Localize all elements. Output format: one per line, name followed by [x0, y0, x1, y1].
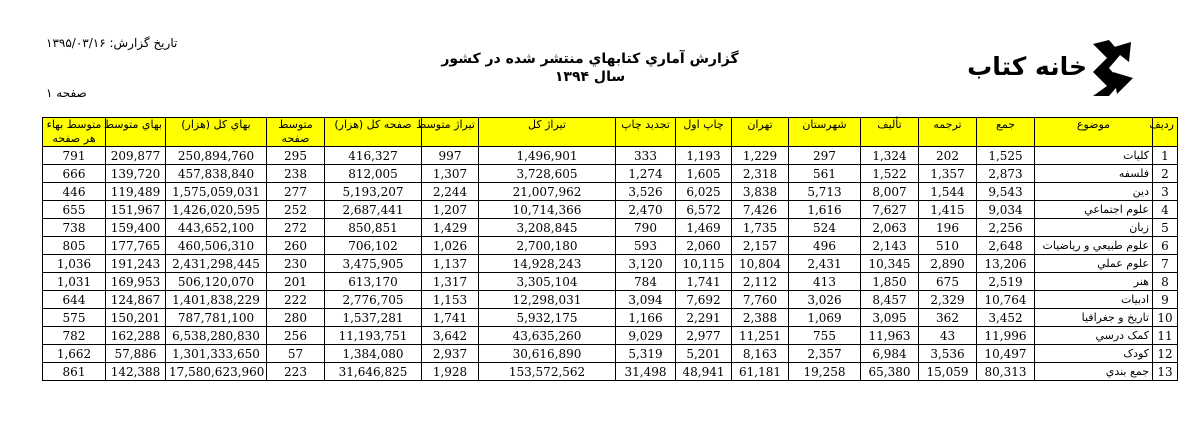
value-cell: 2,648 — [977, 237, 1035, 255]
value-cell: 1,193 — [676, 147, 732, 165]
value-cell: 11,996 — [977, 327, 1035, 345]
value-cell: 1,415 — [919, 201, 977, 219]
table-row — [43, 147, 1178, 165]
value-cell: 1,525 — [977, 147, 1035, 165]
value-cell: 11,963 — [861, 327, 919, 345]
value-cell: 861 — [43, 363, 106, 381]
value-cell: 1,741 — [422, 309, 479, 327]
value-cell: 496 — [789, 237, 861, 255]
subject-cell: تاريخ و جغرافيا — [1035, 309, 1153, 327]
value-cell: 805 — [43, 237, 106, 255]
row-number: 2 — [1153, 165, 1178, 183]
value-cell: 510 — [919, 237, 977, 255]
column-header: تهران — [732, 118, 789, 147]
value-cell: 3,475,905 — [325, 255, 422, 273]
value-cell: 3,452 — [977, 309, 1035, 327]
value-cell: 250,894,760 — [166, 147, 267, 165]
report-date: تاريخ گزارش: ۱۳۹۵/۰۳/۱۶ — [46, 36, 178, 50]
value-cell: 506,120,070 — [166, 273, 267, 291]
value-cell: 139,720 — [106, 165, 166, 183]
value-cell: 3,642 — [422, 327, 479, 345]
value-cell: 10,115 — [676, 255, 732, 273]
value-cell: 1,274 — [616, 165, 676, 183]
row-number: 4 — [1153, 201, 1178, 219]
value-cell: 1,317 — [422, 273, 479, 291]
value-cell: 295 — [267, 147, 325, 165]
column-header: ترجمه — [919, 118, 977, 147]
value-cell: 416,327 — [325, 147, 422, 165]
column-header: شهرستان — [789, 118, 861, 147]
value-cell: 31,646,825 — [325, 363, 422, 381]
value-cell: 277 — [267, 183, 325, 201]
value-cell: 8,163 — [732, 345, 789, 363]
value-cell: 202 — [919, 147, 977, 165]
value-cell: 1,324 — [861, 147, 919, 165]
value-cell: 2,318 — [732, 165, 789, 183]
value-cell: 1,537,281 — [325, 309, 422, 327]
value-cell: 1,605 — [676, 165, 732, 183]
value-cell: 2,063 — [861, 219, 919, 237]
value-cell: 850,851 — [325, 219, 422, 237]
value-cell: 457,838,840 — [166, 165, 267, 183]
value-cell: 2,112 — [732, 273, 789, 291]
value-cell: 5,713 — [789, 183, 861, 201]
value-cell: 2,060 — [676, 237, 732, 255]
report-title — [440, 50, 740, 86]
value-cell: 791 — [43, 147, 106, 165]
value-cell: 755 — [789, 327, 861, 345]
row-number: 7 — [1153, 255, 1178, 273]
value-cell: 524 — [789, 219, 861, 237]
value-cell: 3,838 — [732, 183, 789, 201]
subject-cell: علوم طبيعي و رياضيات — [1035, 237, 1153, 255]
value-cell: 1,496,901 — [479, 147, 616, 165]
value-cell: 14,928,243 — [479, 255, 616, 273]
row-number: 3 — [1153, 183, 1178, 201]
value-cell: 446 — [43, 183, 106, 201]
value-cell: 61,181 — [732, 363, 789, 381]
subject-cell: هنر — [1035, 273, 1153, 291]
value-cell: 2,329 — [919, 291, 977, 309]
table-row — [43, 219, 1178, 237]
value-cell: 787,781,100 — [166, 309, 267, 327]
value-cell: 252 — [267, 201, 325, 219]
value-cell: 1,036 — [43, 255, 106, 273]
value-cell: 2,431 — [789, 255, 861, 273]
value-cell: 362 — [919, 309, 977, 327]
value-cell: 1,741 — [676, 273, 732, 291]
value-cell: 613,170 — [325, 273, 422, 291]
value-cell: 57 — [267, 345, 325, 363]
value-cell: 297 — [789, 147, 861, 165]
table-row — [43, 291, 1178, 309]
value-cell: 1,153 — [422, 291, 479, 309]
value-cell: 1,522 — [861, 165, 919, 183]
column-header: بهاي کل (هزار) — [166, 118, 267, 147]
value-cell: 43,635,260 — [479, 327, 616, 345]
value-cell: 575 — [43, 309, 106, 327]
table-row — [43, 201, 1178, 219]
value-cell: 1,735 — [732, 219, 789, 237]
value-cell: 191,243 — [106, 255, 166, 273]
value-cell: 666 — [43, 165, 106, 183]
value-cell: 6,538,280,830 — [166, 327, 267, 345]
value-cell: 1,426,020,595 — [166, 201, 267, 219]
value-cell: 8,007 — [861, 183, 919, 201]
value-cell: 209,877 — [106, 147, 166, 165]
value-cell: 782 — [43, 327, 106, 345]
value-cell: 7,426 — [732, 201, 789, 219]
value-cell: 5,201 — [676, 345, 732, 363]
column-header: صفحه کل (هزار) — [325, 118, 422, 147]
row-number: 6 — [1153, 237, 1178, 255]
value-cell: 13,206 — [977, 255, 1035, 273]
subject-cell: علوم اجتماعي — [1035, 201, 1153, 219]
value-cell: 151,967 — [106, 201, 166, 219]
value-cell: 48,941 — [676, 363, 732, 381]
value-cell: 2,873 — [977, 165, 1035, 183]
value-cell: 256 — [267, 327, 325, 345]
value-cell: 3,094 — [616, 291, 676, 309]
value-cell: 272 — [267, 219, 325, 237]
value-cell: 644 — [43, 291, 106, 309]
table-row — [43, 345, 1178, 363]
value-cell: 1,575,059,031 — [166, 183, 267, 201]
value-cell: 413 — [789, 273, 861, 291]
table-row — [43, 255, 1178, 273]
table-row — [43, 237, 1178, 255]
value-cell: 1,307 — [422, 165, 479, 183]
value-cell: 2,157 — [732, 237, 789, 255]
subject-cell: کمک درسي — [1035, 327, 1153, 345]
column-header: تجديد چاپ — [616, 118, 676, 147]
value-cell: 2,431,298,445 — [166, 255, 267, 273]
column-header: متوسط صفحه — [267, 118, 325, 147]
value-cell: 6,025 — [676, 183, 732, 201]
value-cell: 1,026 — [422, 237, 479, 255]
value-cell: 675 — [919, 273, 977, 291]
value-cell: 10,804 — [732, 255, 789, 273]
value-cell: 2,291 — [676, 309, 732, 327]
value-cell: 1,301,333,650 — [166, 345, 267, 363]
value-cell: 3,120 — [616, 255, 676, 273]
value-cell: 9,034 — [977, 201, 1035, 219]
value-cell: 31,498 — [616, 363, 676, 381]
value-cell: 1,429 — [422, 219, 479, 237]
value-cell: 5,193,207 — [325, 183, 422, 201]
value-cell: 1,166 — [616, 309, 676, 327]
value-cell: 3,728,605 — [479, 165, 616, 183]
value-cell: 230 — [267, 255, 325, 273]
value-cell: 2,357 — [789, 345, 861, 363]
value-cell: 333 — [616, 147, 676, 165]
row-number: 10 — [1153, 309, 1178, 327]
value-cell: 153,572,562 — [479, 363, 616, 381]
value-cell: 2,470 — [616, 201, 676, 219]
value-cell: 3,208,845 — [479, 219, 616, 237]
value-cell: 9,543 — [977, 183, 1035, 201]
row-number: 11 — [1153, 327, 1178, 345]
value-cell: 1,137 — [422, 255, 479, 273]
value-cell: 1,401,838,229 — [166, 291, 267, 309]
subject-cell: ادبيات — [1035, 291, 1153, 309]
column-header: تأليف — [861, 118, 919, 147]
value-cell: 201 — [267, 273, 325, 291]
value-cell: 1,229 — [732, 147, 789, 165]
value-cell: 655 — [43, 201, 106, 219]
column-header: رديف — [1153, 118, 1178, 147]
row-number: 8 — [1153, 273, 1178, 291]
value-cell: 1,662 — [43, 345, 106, 363]
value-cell: 30,616,890 — [479, 345, 616, 363]
subject-cell: زبان — [1035, 219, 1153, 237]
value-cell: 2,244 — [422, 183, 479, 201]
value-cell: 3,305,104 — [479, 273, 616, 291]
table-row — [43, 327, 1178, 345]
value-cell: 15,059 — [919, 363, 977, 381]
title-year: سال ۱۳۹۴ — [554, 69, 626, 85]
value-cell: 5,932,175 — [479, 309, 616, 327]
value-cell: 1,357 — [919, 165, 977, 183]
subject-cell: فلسفه — [1035, 165, 1153, 183]
value-cell: 119,489 — [106, 183, 166, 201]
value-cell: 3,095 — [861, 309, 919, 327]
value-cell: 738 — [43, 219, 106, 237]
logo-text: خانه کتاب — [967, 52, 1087, 81]
value-cell: 1,616 — [789, 201, 861, 219]
page-number: صفحه ۱ — [46, 86, 87, 100]
table-row — [43, 363, 1178, 381]
subject-cell: کودک — [1035, 345, 1153, 363]
value-cell: 177,765 — [106, 237, 166, 255]
column-header: موضوع — [1035, 118, 1153, 147]
title-main: گزارش آماري کتابهاي منتشر شده در کشور — [441, 51, 739, 67]
value-cell: 280 — [267, 309, 325, 327]
logo-mark-icon — [1087, 38, 1135, 98]
table-row — [43, 273, 1178, 291]
value-cell: 1,544 — [919, 183, 977, 201]
statistics-table — [42, 117, 1178, 381]
row-number: 5 — [1153, 219, 1178, 237]
value-cell: 2,388 — [732, 309, 789, 327]
value-cell: 443,652,100 — [166, 219, 267, 237]
value-cell: 790 — [616, 219, 676, 237]
row-number: 9 — [1153, 291, 1178, 309]
subject-cell: علوم عملي — [1035, 255, 1153, 273]
column-header: جمع — [977, 118, 1035, 147]
value-cell: 162,288 — [106, 327, 166, 345]
value-cell: 142,388 — [106, 363, 166, 381]
value-cell: 65,380 — [861, 363, 919, 381]
value-cell: 2,687,441 — [325, 201, 422, 219]
value-cell: 3,526 — [616, 183, 676, 201]
value-cell: 17,580,623,960 — [166, 363, 267, 381]
value-cell: 80,313 — [977, 363, 1035, 381]
value-cell: 784 — [616, 273, 676, 291]
column-header: تيراژ متوسط — [422, 118, 479, 147]
column-header: چاپ اول — [676, 118, 732, 147]
column-header: بهاي متوسط — [106, 118, 166, 147]
value-cell: 7,627 — [861, 201, 919, 219]
value-cell: 43 — [919, 327, 977, 345]
value-cell: 19,258 — [789, 363, 861, 381]
value-cell: 7,760 — [732, 291, 789, 309]
value-cell: 3,536 — [919, 345, 977, 363]
value-cell: 223 — [267, 363, 325, 381]
value-cell: 1,069 — [789, 309, 861, 327]
value-cell: 159,400 — [106, 219, 166, 237]
value-cell: 10,497 — [977, 345, 1035, 363]
value-cell: 9,029 — [616, 327, 676, 345]
value-cell: 593 — [616, 237, 676, 255]
row-number: 13 — [1153, 363, 1178, 381]
value-cell: 2,519 — [977, 273, 1035, 291]
value-cell: 21,007,962 — [479, 183, 616, 201]
value-cell: 260 — [267, 237, 325, 255]
value-cell: 2,977 — [676, 327, 732, 345]
value-cell: 169,953 — [106, 273, 166, 291]
column-header: تيراژ کل — [479, 118, 616, 147]
value-cell: 997 — [422, 147, 479, 165]
value-cell: 1,207 — [422, 201, 479, 219]
value-cell: 1,031 — [43, 273, 106, 291]
value-cell: 150,201 — [106, 309, 166, 327]
value-cell: 2,256 — [977, 219, 1035, 237]
value-cell: 10,345 — [861, 255, 919, 273]
value-cell: 6,984 — [861, 345, 919, 363]
row-number: 1 — [1153, 147, 1178, 165]
header-row — [43, 118, 1178, 147]
khaneh-ketab-logo — [967, 38, 1135, 98]
value-cell: 1,850 — [861, 273, 919, 291]
table-row — [43, 165, 1178, 183]
table-row — [43, 309, 1178, 327]
value-cell: 11,251 — [732, 327, 789, 345]
value-cell: 460,506,310 — [166, 237, 267, 255]
subject-cell: دين — [1035, 183, 1153, 201]
value-cell: 1,384,080 — [325, 345, 422, 363]
value-cell: 196 — [919, 219, 977, 237]
table-row — [43, 183, 1178, 201]
column-header: متوسط بهاء هر صفحه — [43, 118, 106, 147]
value-cell: 7,692 — [676, 291, 732, 309]
row-number: 12 — [1153, 345, 1178, 363]
value-cell: 3,026 — [789, 291, 861, 309]
value-cell: 6,572 — [676, 201, 732, 219]
value-cell: 1,469 — [676, 219, 732, 237]
subject-cell: جمع بندي — [1035, 363, 1153, 381]
subject-cell: کليات — [1035, 147, 1153, 165]
value-cell: 561 — [789, 165, 861, 183]
value-cell: 2,937 — [422, 345, 479, 363]
table-body — [43, 147, 1178, 381]
value-cell: 5,319 — [616, 345, 676, 363]
value-cell: 222 — [267, 291, 325, 309]
value-cell: 8,457 — [861, 291, 919, 309]
value-cell: 10,764 — [977, 291, 1035, 309]
value-cell: 57,886 — [106, 345, 166, 363]
value-cell: 2,776,705 — [325, 291, 422, 309]
value-cell: 2,890 — [919, 255, 977, 273]
value-cell: 10,714,366 — [479, 201, 616, 219]
value-cell: 11,193,751 — [325, 327, 422, 345]
value-cell: 12,298,031 — [479, 291, 616, 309]
value-cell: 238 — [267, 165, 325, 183]
value-cell: 812,005 — [325, 165, 422, 183]
value-cell: 1,928 — [422, 363, 479, 381]
value-cell: 2,143 — [861, 237, 919, 255]
value-cell: 124,867 — [106, 291, 166, 309]
value-cell: 2,700,180 — [479, 237, 616, 255]
value-cell: 706,102 — [325, 237, 422, 255]
